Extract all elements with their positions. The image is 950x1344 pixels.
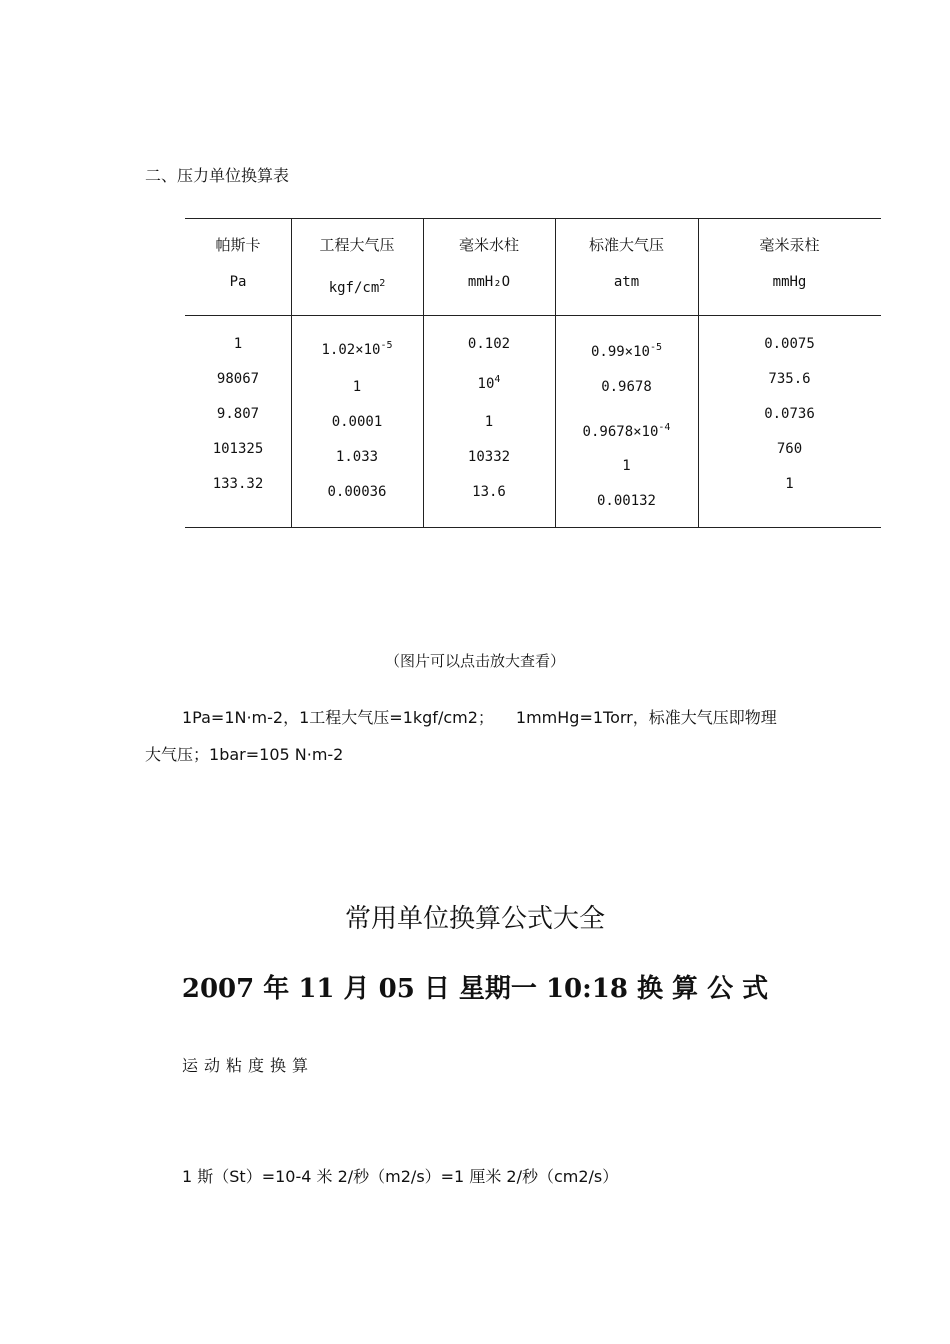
header-mmh2o-cn: 毫米水柱 bbox=[458, 236, 519, 254]
note-text: 工程大气压 bbox=[309, 708, 390, 727]
cell-atm-r4: 0.00132 bbox=[596, 493, 656, 509]
cell-mmh2o-r2: 1 bbox=[484, 414, 494, 430]
header-atm-unit: atm bbox=[613, 274, 640, 290]
note-text: 1bar=105 N·m-2 bbox=[209, 745, 344, 764]
cell-kgf-r3: 1.033 bbox=[335, 449, 379, 465]
cell-atm-r2 bbox=[555, 422, 698, 440]
cell-atm-r0-base: 0.99×10 bbox=[590, 344, 650, 360]
note-text: =1kgf/cm2； bbox=[389, 708, 494, 727]
header-pa-unit: Pa bbox=[229, 274, 247, 290]
header-kgf-unit-base: kgf/cm bbox=[328, 280, 380, 296]
header-kgf-unit bbox=[291, 278, 423, 296]
cell-pa-r3: 101325 bbox=[212, 441, 264, 457]
note-text: 1mmHg=1Torr， bbox=[515, 708, 649, 727]
cell-atm-r0 bbox=[555, 342, 698, 360]
header-atm-cn: 标准大气压 bbox=[588, 236, 664, 254]
note-text: 1Pa=1N·m-2，1 bbox=[182, 708, 310, 727]
unit-note-line-2 bbox=[145, 742, 343, 765]
cell-kgf-r0-sup: -5 bbox=[380, 340, 393, 351]
cell-mmhg-r4: 1 bbox=[785, 476, 794, 492]
pressure-conversion-table bbox=[185, 218, 881, 528]
column-mmhg bbox=[698, 218, 881, 528]
cell-kgf-r4: 0.00036 bbox=[327, 484, 387, 500]
cell-atm-r2-base: 0.9678×10 bbox=[582, 424, 659, 440]
article-date-heading: 2007 年 11 月 05 日 星期一 10:18 换 算 公 式 bbox=[181, 974, 769, 1004]
cell-mmhg-r1: 735.6 bbox=[768, 371, 811, 387]
cell-kgf-r0-base: 1.02×10 bbox=[321, 342, 381, 358]
cell-mmhg-r2: 0.0736 bbox=[764, 406, 815, 422]
header-pa-cn: 帕斯卡 bbox=[215, 236, 261, 254]
header-mmhg-cn: 毫米汞柱 bbox=[759, 236, 820, 254]
header-kgf-cn: 工程大气压 bbox=[319, 236, 395, 254]
header-mmh2o-unit: mmH₂O bbox=[467, 274, 511, 290]
article-title: 常用单位换算公式大全 bbox=[344, 904, 605, 934]
cell-mmh2o-r3: 10332 bbox=[467, 449, 511, 465]
cell-mmh2o-r1 bbox=[423, 374, 555, 392]
cell-atm-r3: 1 bbox=[622, 458, 631, 474]
section-heading: 二、压力单位换算表 bbox=[145, 166, 290, 185]
cell-mmh2o-r4: 13.6 bbox=[472, 484, 506, 500]
column-pa bbox=[185, 218, 291, 528]
note-text: 标准大气压即物理 bbox=[648, 708, 777, 727]
section-subheading: 运动粘度换算 bbox=[182, 1056, 315, 1075]
cell-kgf-r2: 0.0001 bbox=[331, 414, 383, 430]
cell-pa-r4: 133.32 bbox=[212, 476, 264, 492]
cell-atm-r0-sup: -5 bbox=[649, 342, 663, 353]
note-text: 大气压； bbox=[145, 745, 210, 764]
column-mmh2o bbox=[423, 218, 555, 528]
cell-mmhg-r3: 760 bbox=[776, 441, 803, 457]
header-kgf-unit-sup: 2 bbox=[379, 278, 386, 289]
column-atm bbox=[555, 218, 698, 528]
image-caption: （图片可以点击放大查看） bbox=[384, 652, 565, 670]
cell-kgf-r0 bbox=[291, 340, 423, 358]
cell-pa-r2: 9.807 bbox=[216, 406, 260, 422]
cell-atm-r2-sup: -4 bbox=[658, 422, 671, 433]
cell-mmh2o-r1-base: 10 bbox=[477, 376, 495, 392]
cell-pa-r0: 1 bbox=[233, 336, 243, 352]
viscosity-formula: 1 斯（St）=10-4 米 2/秒（m2/s）=1 厘米 2/秒（cm2/s） bbox=[182, 1167, 619, 1186]
cell-atm-r1: 0.9678 bbox=[601, 379, 652, 395]
cell-mmhg-r0: 0.0075 bbox=[764, 336, 815, 352]
cell-kgf-r1: 1 bbox=[352, 379, 362, 395]
header-mmhg-unit: mmHg bbox=[772, 274, 807, 290]
unit-note-line-1 bbox=[182, 705, 777, 728]
column-kgf bbox=[291, 218, 423, 528]
cell-mmh2o-r1-sup: 4 bbox=[494, 374, 501, 385]
cell-mmh2o-r0: 0.102 bbox=[467, 336, 511, 352]
cell-pa-r1: 98067 bbox=[216, 371, 260, 387]
